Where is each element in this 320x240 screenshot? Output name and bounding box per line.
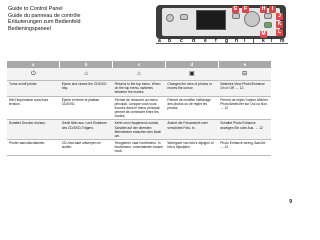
column-header: e bbox=[218, 61, 271, 68]
table-cell: Met l'imprimante sous/hors tension. bbox=[7, 97, 60, 120]
icon-cell bbox=[165, 68, 218, 81]
column-header: b bbox=[60, 61, 113, 68]
callout-f: F bbox=[243, 6, 248, 12]
icon-cell bbox=[113, 68, 166, 81]
marker-b: b bbox=[168, 38, 172, 44]
table-cell: Kehrt zum Hauptmenü zurück. Schaltet auf der obersten Menüebene zwischen den Modi um. bbox=[113, 120, 166, 139]
table-cell: CD-/dvd-lade uitwerpen en sluiten. bbox=[60, 139, 113, 155]
table-cell: Ejects and closes the CD/DVD tray. bbox=[60, 81, 113, 97]
guide-titles bbox=[8, 6, 81, 32]
marker-g: g bbox=[225, 38, 229, 44]
table-cell: Photo Enhance weerg. Aan/Uit. → 12 bbox=[218, 139, 271, 155]
title-fr: Guide du panneau de contrôle bbox=[8, 12, 81, 19]
table-cell: Returns to the top menu. When on the top menu, switches between the modes. bbox=[113, 81, 166, 97]
table-cell: Turns on/off printer. bbox=[7, 81, 60, 97]
marker-k: k bbox=[262, 38, 265, 44]
table-row bbox=[7, 97, 271, 120]
marker-a: a bbox=[158, 38, 161, 44]
title-nl: Bedieningspaneel bbox=[8, 25, 51, 32]
callout-j: J bbox=[276, 13, 283, 20]
table-cell: Weergave van foto's wijzigen of foto's bijsnijden. bbox=[165, 139, 218, 155]
stop-button-illustration bbox=[264, 13, 272, 19]
title-de: Erläuterungen zum Bedienfeld bbox=[8, 19, 81, 26]
column-header: a bbox=[7, 61, 60, 68]
callout-l: L bbox=[277, 29, 282, 35]
power-icon: ⏻ bbox=[31, 70, 36, 77]
table-cell: Schaltet Photo Enhance anzeigen Ein oder Aus. → 12 bbox=[218, 120, 271, 139]
marker-h: h bbox=[235, 38, 239, 44]
table-row bbox=[7, 139, 271, 155]
callout-e: E bbox=[233, 6, 238, 12]
table-cell: Printer aan/uitschakelen. bbox=[7, 139, 60, 155]
panel-letter-line bbox=[156, 43, 288, 44]
start-button-illustration bbox=[264, 22, 272, 28]
table-cell: Switches View Photo/Enhance On or Off. → 12 bbox=[218, 81, 271, 97]
table-row bbox=[7, 120, 271, 139]
column-header: d bbox=[165, 61, 218, 68]
reduce-icon: ⊟ bbox=[242, 70, 248, 77]
table-cell: Schaltet Drucker ein/aus. bbox=[7, 120, 60, 139]
callout-k: K bbox=[277, 21, 282, 27]
marker-d: d bbox=[192, 38, 196, 44]
display-icon: ▣ bbox=[188, 70, 195, 77]
column-header: c bbox=[113, 61, 166, 68]
callout-h: H bbox=[261, 6, 266, 12]
marker-f: f bbox=[215, 38, 217, 44]
lcd-screen bbox=[196, 10, 226, 30]
dpad-illustration bbox=[244, 11, 260, 27]
icon-cell bbox=[60, 68, 113, 81]
home-icon: ⌂ bbox=[84, 70, 88, 77]
table-cell: Gerät fährt aus / und Einfahren des CD/DVD-Trägers. bbox=[60, 120, 113, 139]
table-cell: Ändert die Fotoansicht oder verschiebt Foto- in. bbox=[165, 120, 218, 139]
marker-j: j bbox=[253, 38, 255, 44]
callout-i: I bbox=[269, 6, 276, 13]
callout-m: M bbox=[261, 31, 266, 37]
home-button-illustration bbox=[180, 14, 188, 20]
home-icon: ⌂ bbox=[137, 70, 141, 77]
table-cell: Permet de regler l'option Afficher Photo/Améliorer sur Oui ou Non. → 12 bbox=[218, 97, 271, 120]
table-cell: Permet de modifier l'affichage des photos ou de regler les photos. bbox=[165, 97, 218, 120]
table-row bbox=[7, 81, 271, 97]
marker-m: m bbox=[280, 38, 285, 44]
control-panel-illustration bbox=[156, 5, 288, 45]
table-icon-row bbox=[7, 68, 271, 81]
page-number: 9 bbox=[289, 199, 292, 205]
table-cell: Éjecte et ferme le plateau CD/DVD. bbox=[60, 97, 113, 120]
icon-cell bbox=[7, 68, 60, 81]
view-button-illustration bbox=[232, 13, 240, 19]
marker-e: e bbox=[204, 38, 207, 44]
title-en: Guide to Control Panel bbox=[8, 6, 63, 12]
power-button-illustration bbox=[166, 14, 174, 22]
table-cell: Permet de retourner au menu principal. Lorsque vous vous trouvez dans le menu principal, permet de commuter entre les modes. bbox=[113, 97, 166, 120]
table-cell: Terugkeren naar hoofdmenu. In hoofdmenu: omschakelen tussen modi. bbox=[113, 139, 166, 155]
icon-cell bbox=[218, 68, 271, 81]
marker-i: i bbox=[244, 38, 246, 44]
marker-l: l bbox=[271, 38, 273, 44]
table-cell: Changes the view of photos or moves the cursor. bbox=[165, 81, 218, 97]
marker-c: c bbox=[180, 38, 183, 44]
control-functions-table bbox=[7, 61, 271, 156]
table-header-row bbox=[7, 61, 271, 68]
